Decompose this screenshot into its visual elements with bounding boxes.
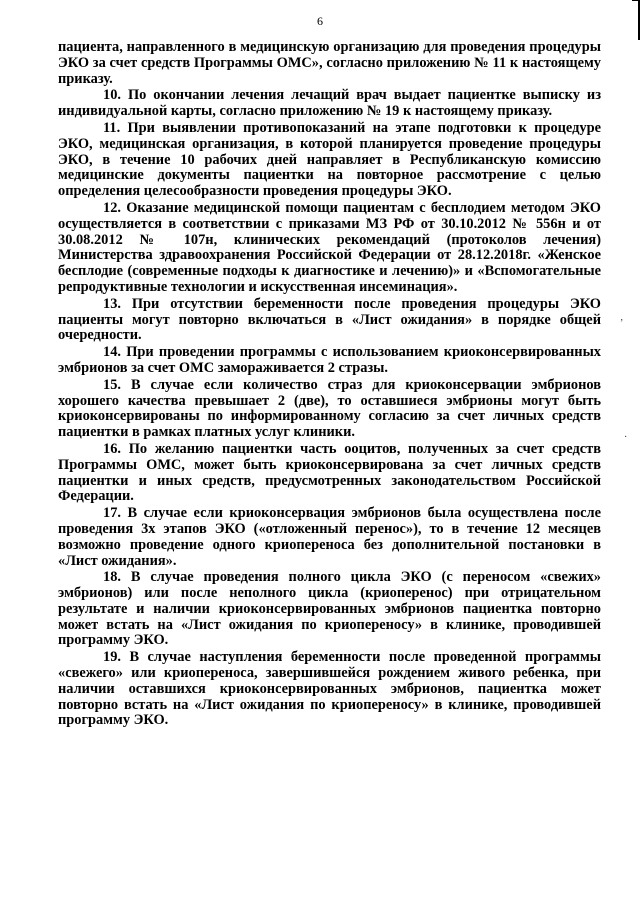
paragraph-11: 11. При выявлении противопоказаний на этапе подготовки к процедуре ЭКО, медицинская организация, в которой планируется проведение процедуры ЭКО, в течение 10 рабочих дней направляет в Республиканскую комиссию медицинские документы пациентки на повторное рассмотрение с целью определения целесообразности проведения процедуры ЭКО. [58, 119, 601, 200]
paragraph-15: 15. В случае если количество страз для криоконсервации эмбрионов хорошего качества превышает 2 (две), то оставшиеся эмбрионы могут быть криоконсервированы по информированному согласию за счет личных средств пациентки в рамках платных услуг клиники. [58, 376, 601, 441]
paragraph-10: 10. По окончании лечения лечащий врач выдает пациентке выписку из индивидуальной карты, согласно приложению № 19 к настоящему приказу. [58, 87, 601, 120]
scan-speck: ‚ [620, 312, 624, 323]
paragraph-14: 14. При проведении программы с использованием криоконсервированных эмбрионов за счет ОМС замораживается 2 стразы. [58, 344, 601, 376]
scan-speck: · [624, 432, 628, 443]
document-body [58, 40, 601, 729]
paragraph-19: 19. В случае наступления беременности после проведенной программы «свежего» или криопереноса, завершившейся рождением живого ребенка, при наличии оставшихся криоконсервированных эмбрионов, пациентка может повторно встать на «Лист ожидания по криопереносу» в клинике, проводившей программу ЭКО. [58, 649, 601, 729]
page-number: 6 [317, 14, 323, 28]
paragraph-continuation: пациента, направленного в медицинскую организацию для проведения процедуры ЭКО за счет средств Программы ОМС», согласно приложению № 11 к настоящему приказу. [58, 39, 601, 87]
paragraph-17: 17. В случае если криоконсервация эмбрионов была осуществлена после проведения 3х этапов ЭКО («отложенный перенос»), то в течение 12 месяцев возможно проведение одного криопереноса без дополнительной постановки в «Лист ожидания». [58, 505, 601, 569]
paragraph-18: 18. В случае проведения полного цикла ЭКО (с переносом «свежих» эмбрионов) или после неполного цикла (криоперенос) при отрицательном результате и наличии криоконсервированных эмбрионов пациентка повторно может встать на «Лист ожидания по криопереносу» в клинике, проводившей программу ЭКО. [58, 569, 601, 649]
paragraph-12: 12. Оказание медицинской помощи пациентам с бесплодием методом ЭКО осуществляется в соответствии с приказами МЗ РФ от 30.10.2012 № 556н и от 30.08.2012 № 107н, клинических рекомендаций (протоколов лечения) Министерства здравоохранения Российской Федерации от 28.12.2018г. «Женское бесплодие (современные подходы к диагностике и лечению)» и «Вспомогательные репродуктивные технологии и искусственная инсеминация». [58, 199, 601, 295]
paragraph-13: 13. При отсутствии беременности после проведения процедуры ЭКО пациенты могут повторно включаться в «Лист ожидания» в порядке общей очередности. [58, 295, 601, 344]
paragraph-16: 16. По желанию пациентки часть ооцитов, полученных за счет средств Программы ОМС, может быть криоконсервирована за счет личных средств пациентки и иных средств, предусмотренных законодательством Российской Федерации. [58, 440, 601, 505]
